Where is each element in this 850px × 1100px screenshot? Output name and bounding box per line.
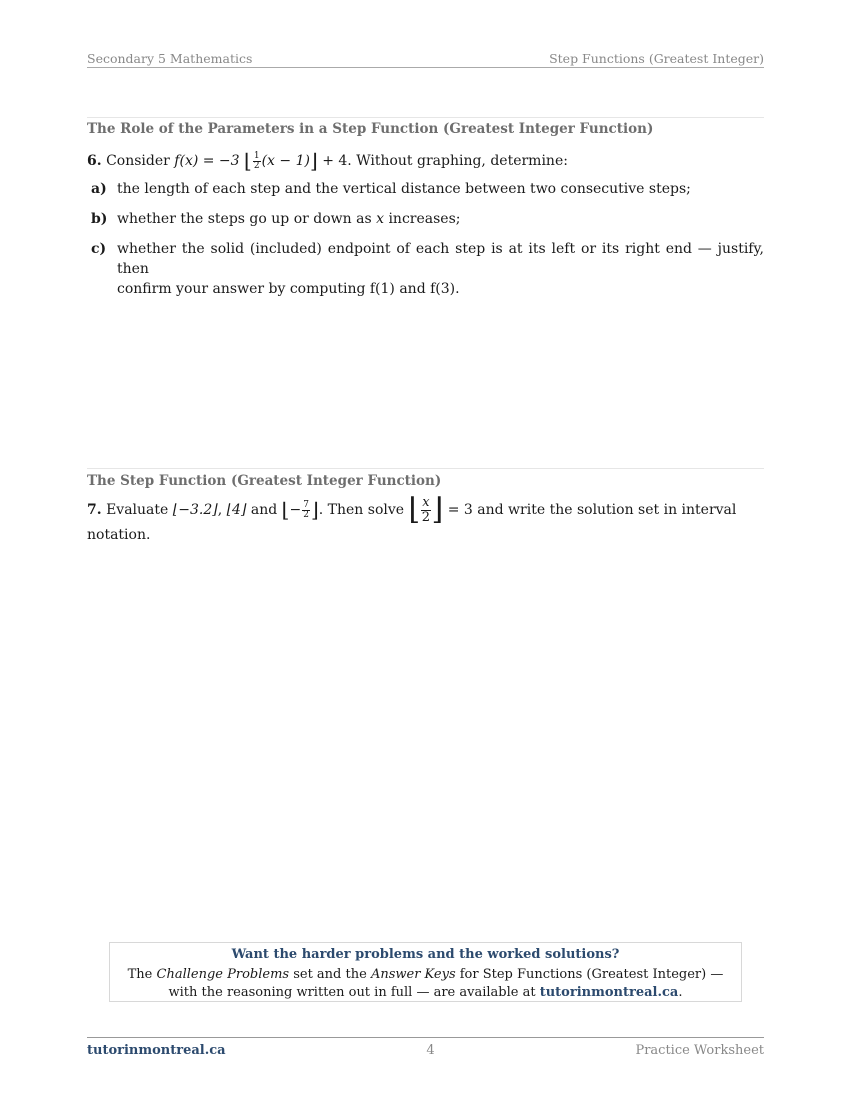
- list-item: b) whether the steps go up or down as x increases;: [91, 211, 461, 227]
- item-label: c): [91, 241, 107, 257]
- fraction-x-over-2: $\frac{x}{2}$: [421, 494, 431, 525]
- footer-site-link[interactable]: tutorinmontreal.ca: [87, 1043, 226, 1058]
- section-title-step-function: The Step Function (Greatest Integer Function): [87, 473, 442, 489]
- header-topic: Step Functions (Greatest Integer): [549, 51, 764, 66]
- expr-floor-four: ⌊4⌋: [226, 502, 247, 518]
- expr-floor-neg: ⌊−3.2⌋: [172, 502, 218, 518]
- page-footer: [87, 1037, 764, 1058]
- list-item: [87, 179, 764, 199]
- problem-intro: Consider: [106, 153, 175, 169]
- page-number: 4: [426, 1043, 435, 1058]
- solutions-promo-box: [109, 942, 742, 1002]
- floor-inner: (x − 1): [261, 153, 310, 169]
- fraction-half: $\frac{1}{2}$: [253, 150, 260, 171]
- header-course: Secondary 5 Mathematics: [87, 51, 253, 66]
- promo-title: Want the harder problems and the worked solutions?: [231, 947, 620, 962]
- item-label: b): [91, 211, 108, 227]
- fraction-seven-halves: $\frac{7}{2}$: [303, 499, 309, 520]
- problem-7-statement: 7. Evaluate ⌊−3.2⌋, ⌊4⌋ and ⌊− $\frac{7}{2}$ ⌋. Then solve ⌊ $\frac{x}{2}$ ⌋ = 3 and write the solution set in interval notation.: [87, 492, 737, 543]
- list-item: [87, 239, 764, 299]
- floor-open: ⌊: [244, 149, 252, 173]
- promo-body: The Challenge Problems set and the Answer Keys for Step Functions (Greatest Integer) — with the reasoning written out in full — are available at tutorinmontreal.ca.: [127, 967, 724, 1000]
- problem-number: 7.: [87, 502, 102, 518]
- item-text-line2: confirm your answer by computing f(1) and f(3).: [117, 281, 460, 297]
- item-text-line1: whether the solid (included) endpoint of each step is at its left or its right end — justify, then: [117, 241, 764, 277]
- promo-site-link[interactable]: tutorinmontreal.ca: [539, 985, 679, 1000]
- section-divider: [87, 468, 764, 469]
- problem-6-statement: [87, 151, 764, 171]
- page-header: [87, 51, 764, 68]
- function-tail: + 4.: [322, 153, 352, 169]
- function-lhs: f(x) = −3: [174, 153, 240, 169]
- footer-label: Practice Worksheet: [635, 1043, 764, 1058]
- item-label: a): [91, 181, 107, 197]
- section-divider: [87, 117, 764, 118]
- item-text: the length of each step and the vertical distance between two consecutive steps;: [117, 181, 691, 197]
- section-title-parameters: The Role of the Parameters in a Step Function (Greatest Integer Function): [87, 121, 654, 137]
- problem-intro-after: Without graphing, determine:: [351, 153, 568, 169]
- floor-close: ⌋: [309, 149, 318, 173]
- problem-number: 6.: [87, 153, 102, 169]
